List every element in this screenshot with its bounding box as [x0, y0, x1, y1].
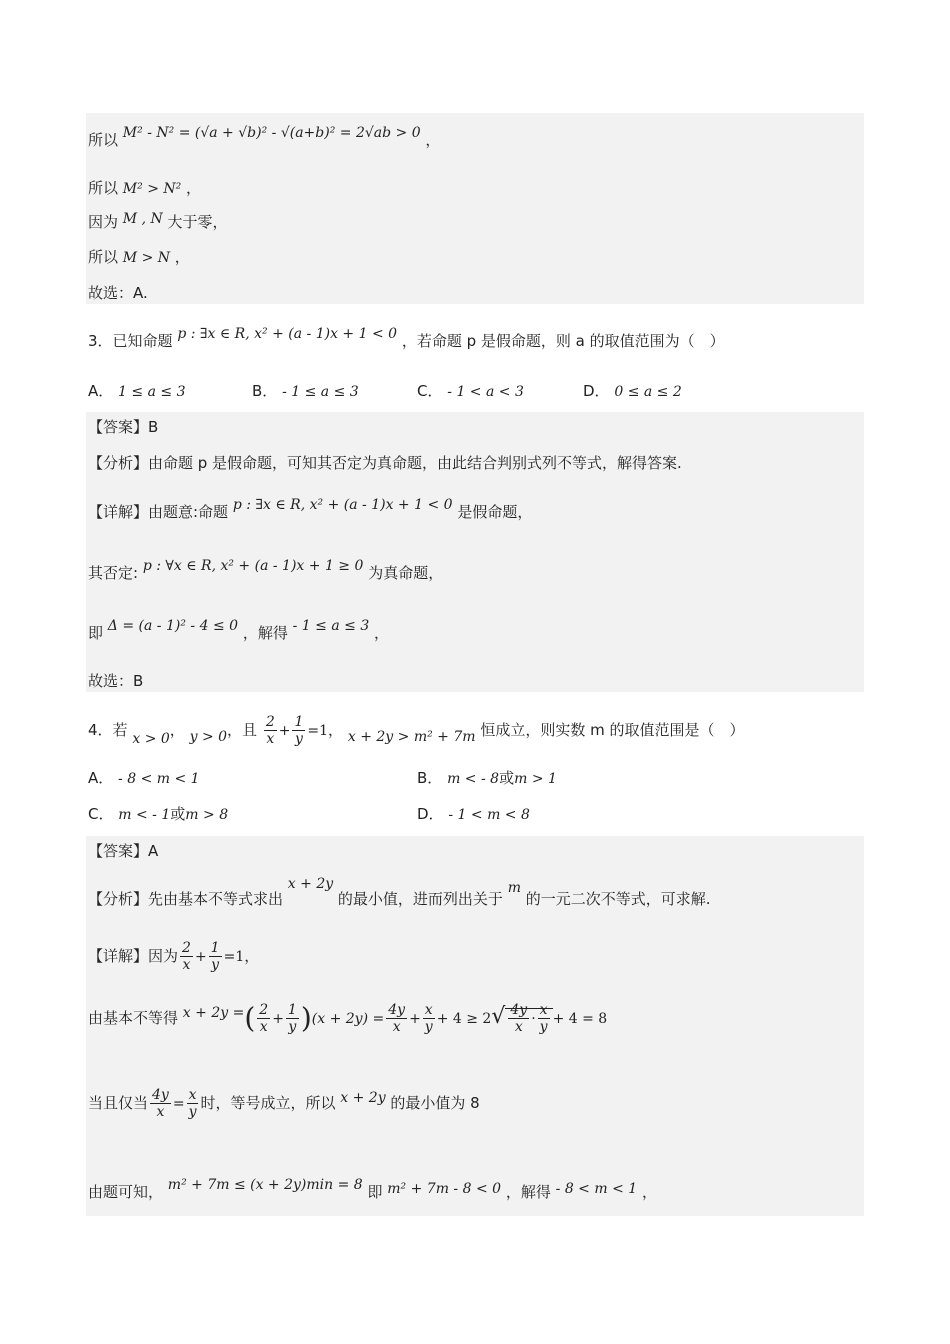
q3-option-d[interactable]: D． 0 ≤ a ≤ 2	[583, 382, 682, 400]
q3-option-a[interactable]: A． 1 ≤ a ≤ 3	[88, 382, 186, 400]
math-expression: p : ∀x ∈ R, x² + (a - 1)x + 1 ≥ 0	[142, 558, 364, 574]
q4-option-d[interactable]: D． - 1 < m < 8	[417, 805, 530, 823]
q3-option-b[interactable]: B． - 1 ≤ a ≤ 3	[252, 382, 359, 400]
q3-detail: 【详解】由题意:命题 p : ∃x ∈ R, x² + (a - 1)x + 1 < 0 是假命题，	[88, 497, 533, 521]
math-expression: Δ = (a - 1)² - 4 ≤ 0	[107, 618, 239, 634]
math-expression: p : ∃x ∈ R, x² + (a - 1)x + 1 < 0	[177, 326, 398, 342]
q4-detail: 【详解】因为 $\frac{2}{x}$ + $\frac{1}{y}$ =1，	[88, 940, 260, 973]
q2-solution-line-1: 所以 M² - N² = (√a + √b)² - √(a+b)² = 2√ab > 0 ，	[88, 125, 441, 149]
math-expression: M , N	[122, 211, 163, 227]
q4-option-c[interactable]: C． m < - 1或m > 8	[88, 805, 229, 823]
fraction-2-over-x: $\frac{2}{x}$	[182, 940, 191, 973]
math-expression: p : ∃x ∈ R, x² + (a - 1)x + 1 < 0	[232, 497, 453, 513]
q3-answer: 【答案】B	[88, 418, 159, 436]
q4-basic-inequality: 由基本不等得 x + 2y =( $\frac{2}{x}$ + $\frac{1}{y}$ )(x + 2y) = $\frac{4y}{x}$ + $\frac{x}{y}$ + 4 ≥ 2√ $\frac{4y}{x}$ · $\frac{x}{y}$ + 4 = 8	[88, 1001, 608, 1035]
math-expression: M² - N² = (√a + √b)² - √(a+b)² = 2√ab > 0	[122, 125, 421, 141]
q4-conclusion: 由题可知， m² + 7m ≤ (x + 2y)min = 8 即 m² + 7m - 8 < 0 ，解得 - 8 < m < 1 ，	[88, 1177, 657, 1201]
math-expression: - 8 < m < 1	[555, 1181, 638, 1197]
q2-solution-line-4: 所以 M > N ，	[88, 248, 190, 266]
math-expression: M² > N²	[122, 181, 182, 197]
q2-solution-line-2: 所以 M² > N² ，	[88, 179, 202, 197]
q3-option-c[interactable]: C． - 1 < a < 3	[417, 382, 524, 400]
fraction-1-over-y: $\frac{1}{y}$	[294, 714, 304, 747]
q3-stem: 3．已知命题 p : ∃x ∈ R, x² + (a - 1)x + 1 < 0 ，若命题 p 是假命题，则 a 的取值范围为（ ）	[88, 326, 725, 350]
math-expression: m² + 7m ≤ (x + 2y)min = 8	[167, 1177, 363, 1193]
q3-choice: 故选：B	[88, 672, 144, 690]
q4-answer: 【答案】A	[88, 842, 159, 860]
q4-stem: 4．若 x > 0， y > 0，且 $\frac{2}{x}$ + $\frac{1}{y}$ =1， x + 2y > m² + 7m 恒成立，则实数 m 的取值范围是（ ）	[88, 714, 745, 747]
math-expression: - 1 ≤ a ≤ 3	[292, 618, 370, 634]
math-expression: M > N	[122, 250, 171, 266]
q4-analysis: 【分析】先由基本不等式求出 x + 2y 的最小值，进而列出关于 m 的一元二次不等式，可求解.	[88, 876, 711, 908]
fraction-1-over-y: $\frac{1}{y}$	[210, 940, 220, 973]
q2-choice: 故选：A.	[88, 284, 148, 302]
fraction-2-over-x: $\frac{2}{x}$	[265, 714, 275, 747]
q3-discriminant: 即 Δ = (a - 1)² - 4 ≤ 0 ，解得 - 1 ≤ a ≤ 3 ，	[88, 618, 390, 642]
q2-solution-line-3: 因为 M , N 大于零，	[88, 211, 228, 231]
math-expression: m² + 7m - 8 < 0	[387, 1181, 502, 1197]
q3-analysis: 【分析】由命题 p 是假命题，可知其否定为真命题，由此结合判别式列不等式，解得答案.	[88, 454, 682, 472]
q4-option-b[interactable]: B． m < - 8或m > 1	[417, 769, 557, 787]
q4-option-a[interactable]: A． - 8 < m < 1	[88, 769, 200, 787]
q3-negation: 其否定: p : ∀x ∈ R, x² + (a - 1)x + 1 ≥ 0 为真命题，	[88, 558, 444, 582]
q4-equality-condition: 当且仅当 $\frac{4y}{x}$ = $\frac{x}{y}$ 时，等号成立，所以 x + 2y 的最小值为 8	[88, 1087, 480, 1120]
